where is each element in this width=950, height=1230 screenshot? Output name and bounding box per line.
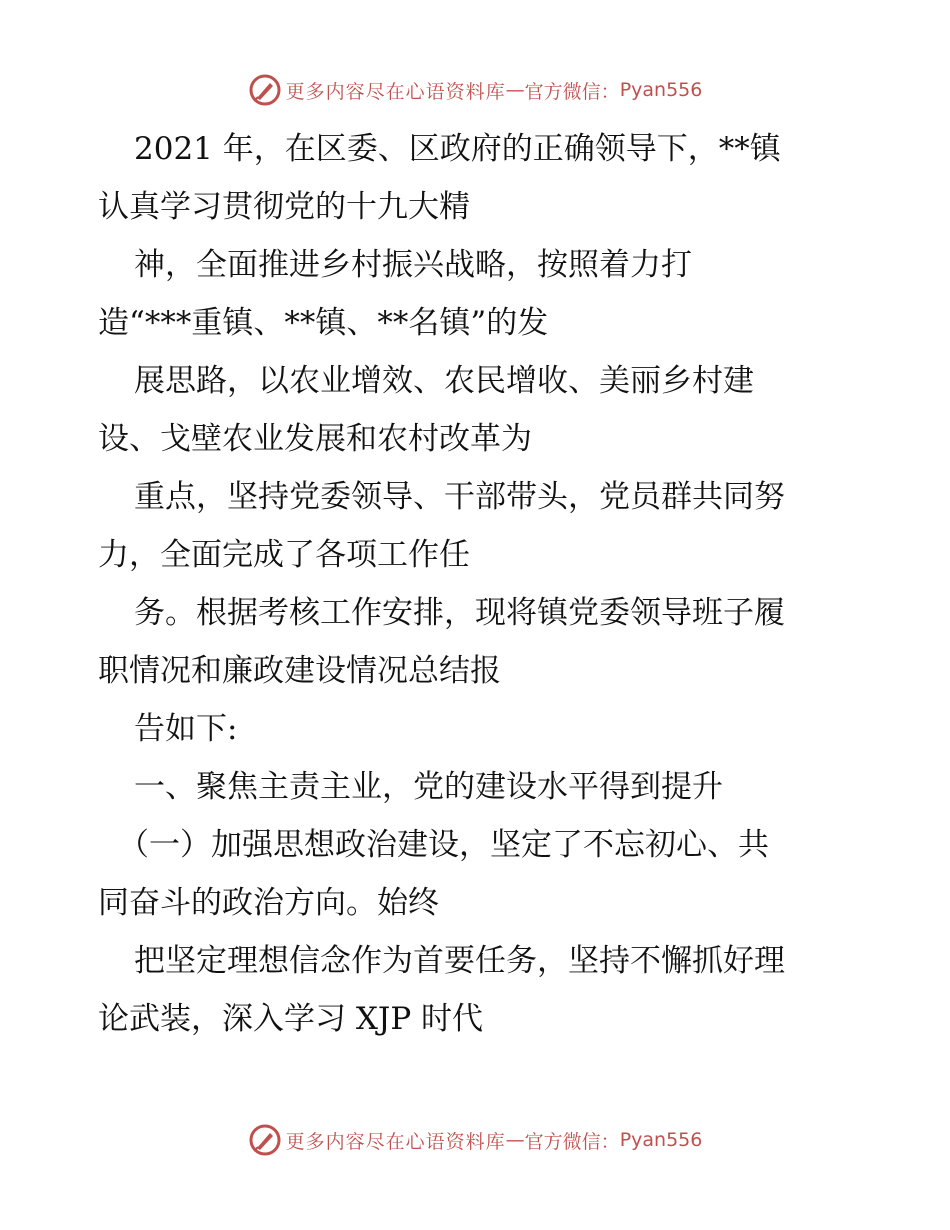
subsection-heading: （一）加强思想政治建设，坚定了不忘初心、共	[118, 827, 769, 863]
body-line: 展思路，以农业增效、农民增收、美丽乡村建	[134, 363, 754, 399]
banner-wechat-id: Pyan556	[619, 79, 703, 101]
banner-wechat-label: 官方微信：	[524, 1130, 620, 1153]
body-line: 重点，坚持党委领导、干部带头，党员群共同努	[134, 479, 785, 515]
pen-nib-logo-icon	[248, 73, 282, 107]
banner-main-text: 更多内容尽在心语资料库	[285, 1130, 506, 1153]
section-heading: 一、聚焦主责主业，党的建设水平得到提升	[134, 769, 723, 805]
body-line: 认真学习贯彻党的十九大精	[98, 189, 470, 225]
body-line: 同奋斗的政治方向。始终	[98, 885, 439, 921]
body-line: 告如下:	[134, 711, 238, 747]
body-line: 务。根据考核工作安排，现将镇党委领导班子履	[134, 595, 785, 631]
header-banner	[0, 70, 950, 110]
banner-dash: —	[505, 1129, 525, 1151]
banner-main-text: 更多内容尽在心语资料库	[285, 80, 506, 103]
body-line: 2021 年，在区委、区政府的正确领导下，**镇	[134, 131, 781, 167]
banner-wechat-id: Pyan556	[619, 1129, 703, 1151]
body-line: 造“***重镇、**镇、**名镇”的发	[98, 305, 549, 341]
footer-banner	[0, 1120, 950, 1160]
body-line: 力，全面完成了各项工作任	[98, 537, 470, 573]
body-line: 论武装，深入学习 XJP 时代	[98, 1001, 484, 1037]
body-line: 神，全面推进乡村振兴战略，按照着力打	[134, 247, 692, 283]
body-line: 职情况和廉政建设情况总结报	[98, 653, 501, 689]
banner-wechat-label: 官方微信：	[524, 80, 620, 103]
body-line: 把坚定理想信念作为首要任务，坚持不懈抓好理	[134, 943, 785, 979]
banner-dash: —	[505, 79, 525, 101]
body-line: 设、戈壁农业发展和农村改革为	[98, 421, 532, 457]
pen-nib-logo-icon	[248, 1123, 282, 1157]
